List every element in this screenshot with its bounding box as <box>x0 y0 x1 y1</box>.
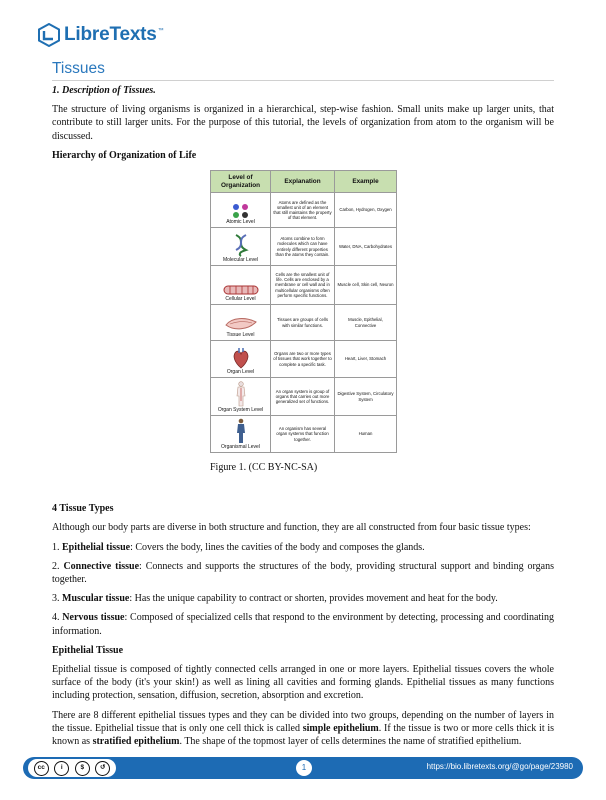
example-cell: Water, DNA, Carbohydrates <box>335 228 397 266</box>
text-run: There are 8 different epithelial tissues types and they can be divided into two groups, depending on the number of layers in the tissue. Epithelial tissue that is only one cell thick is called <box>52 709 554 734</box>
level-cell <box>211 305 271 341</box>
table-header-row <box>211 171 397 193</box>
human-icon <box>235 418 247 444</box>
item-description: : Covers the body, lines the cavities of the body and composes the glands. <box>130 541 425 553</box>
hierarchy-table <box>210 170 397 453</box>
item-description: : Connects and supports the structures of the body, providing structural support and binding organs together. <box>52 560 554 586</box>
molecule-icon <box>233 233 249 257</box>
item-description: : Has the unique capability to contract or shorten, provides movement and heat for the body. <box>129 593 498 605</box>
intro-paragraph: The structure of living organisms is organized in a hierarchical, step-wise fashion. Small units make up larger units, that contribute to still larger units. For the purpose of this tutorial, the levels of organization from atom to the organism will be discussed. <box>52 104 554 142</box>
epithelial-paragraph-2 <box>52 709 554 749</box>
header-level: Level of Organization <box>211 171 271 193</box>
item-term: Nervous tissue <box>62 612 125 624</box>
example-cell: Muscle, Epithelial, Connective <box>335 305 397 341</box>
level-cell <box>211 341 271 378</box>
organ-system-icon <box>235 381 247 407</box>
tissue-types-intro: Although our body parts are diverse in both structure and function, they are all constructed from four basic tissue types: <box>52 522 531 534</box>
list-item <box>52 541 554 554</box>
figure-caption: Figure 1. (CC BY-NC-SA) <box>210 462 318 474</box>
level-cell <box>211 378 271 416</box>
level-label: Atomic Level <box>226 218 255 225</box>
table-row <box>211 193 397 228</box>
title-divider <box>52 80 554 81</box>
page-url-link[interactable]: https://bio.libretexts.org/@go/page/23980 <box>426 762 573 771</box>
list-item <box>52 592 554 605</box>
sa-icon: ↺ <box>95 761 110 776</box>
level-label: Organ Level <box>226 368 255 375</box>
level-label: Organ System Level <box>217 406 264 413</box>
item-term: Epithelial tissue <box>62 541 131 553</box>
example-cell: Carbon, Hydrogen, Oxygen <box>335 193 397 228</box>
hierarchy-heading: Hierarchy of Organization of Life <box>52 149 197 161</box>
page-title: Tissues <box>52 60 105 77</box>
page-number: 1 <box>296 760 312 776</box>
example-cell: Muscle cell, Skin cell, Neuron <box>335 266 397 305</box>
figure-1 <box>210 170 396 474</box>
tissue-icon <box>224 316 258 332</box>
item-term: Muscular tissue <box>62 593 130 605</box>
item-number: 3. <box>52 593 62 605</box>
explanation-cell: Atoms combine to form molecules which can have entirely different properties than the atoms they contain. <box>271 228 335 266</box>
explanation-cell: Tissues are groups of cells with similar functions. <box>271 305 335 341</box>
page-footer <box>23 757 583 779</box>
term-stratified-epithelium: stratified epithelium <box>92 736 180 748</box>
tissue-types-heading: 4 Tissue Types <box>52 503 114 515</box>
header-explanation: Explanation <box>271 171 335 193</box>
explanation-cell: An organism has several organ systems that function together. <box>271 416 335 453</box>
item-number: 4. <box>52 612 63 624</box>
section-heading-description: 1. Description of Tissues. <box>52 85 156 96</box>
list-item <box>52 560 554 586</box>
table-row <box>211 228 397 266</box>
explanation-cell: Cells are the smallest unit of life. Cells are enclosed by a membrane or cell wall and in multicellular organisms often perform specific functions. <box>271 266 335 305</box>
level-cell <box>211 228 271 266</box>
table-row <box>211 378 397 416</box>
example-cell: Digestive System, Circulatory System <box>335 378 397 416</box>
table-row <box>211 266 397 305</box>
logo-text: LibreTexts <box>64 24 157 45</box>
item-number: 2. <box>52 560 64 572</box>
license-badge[interactable] <box>28 759 116 777</box>
level-label: Cellular Level <box>225 295 256 302</box>
explanation-cell: Organs are two or more types of tissues that work together to complete a specific task. <box>271 341 335 378</box>
logo-trademark: ™ <box>157 28 164 34</box>
heart-icon <box>232 347 250 369</box>
header-example: Example <box>335 171 397 193</box>
cells-icon <box>223 284 259 296</box>
level-label: Molecular Level <box>222 256 259 263</box>
level-label: Organismal Level <box>221 443 260 450</box>
table-row <box>211 305 397 341</box>
level-cell <box>211 416 271 453</box>
by-icon: i <box>54 761 69 776</box>
libretexts-hexagon-icon <box>38 23 60 47</box>
example-cell: Human <box>335 416 397 453</box>
level-cell <box>211 266 271 305</box>
explanation-cell: Atoms are defined as the smallest unit of an element that still maintains the property of that element. <box>271 193 335 228</box>
table-row <box>211 416 397 453</box>
explanation-cell: An organ system is group of organs that carries out more generalized set of functions. <box>271 378 335 416</box>
list-item <box>52 611 554 637</box>
term-simple-epithelium: simple epithelium <box>302 722 379 734</box>
epithelial-heading: Epithelial Tissue <box>52 644 124 656</box>
atoms-icon <box>230 203 252 219</box>
example-cell: Heart, Liver, Stomach <box>335 341 397 378</box>
text-run: . The shape of the topmost layer of cells determines the name of stratified epithelium. <box>179 736 522 748</box>
nc-icon: $ <box>75 761 90 776</box>
item-term: Connective tissue <box>63 560 140 572</box>
libretexts-logo[interactable] <box>38 21 164 49</box>
level-label: Tissue Level <box>226 331 255 338</box>
item-description: : Composed of specialized cells that respond to the environment by detecting, processing and coordinating information. <box>52 612 554 637</box>
main-content <box>52 84 554 748</box>
level-cell <box>211 193 271 228</box>
cc-icon: cc <box>34 761 49 776</box>
epithelial-paragraph-1: Epithelial tissue is composed of tightly connected cells arranged in one or more layers. Epithelial tissues covers the whole surface of the body (it's your skin!) as well as lining all cavities and forming glands. Epithelial tissues as many functions including protection, sensation, diffusion, secretion, absorption and excretion. <box>52 664 554 702</box>
text-run: . If the tissue is two or more cells thick it is known as <box>52 722 554 748</box>
item-number: 1. <box>52 541 62 553</box>
table-row <box>211 341 397 378</box>
